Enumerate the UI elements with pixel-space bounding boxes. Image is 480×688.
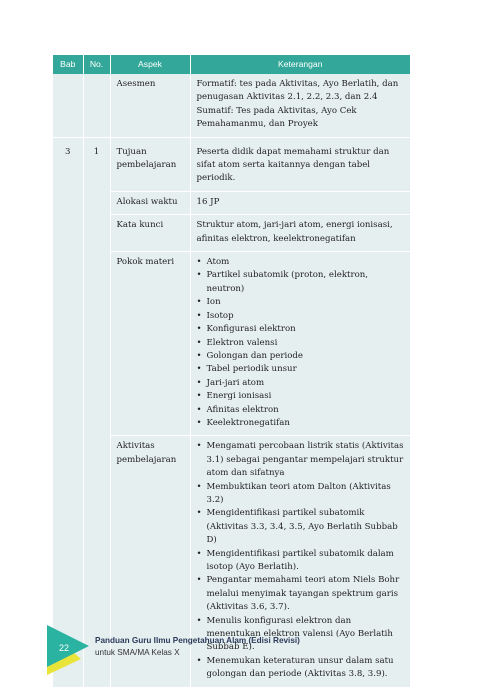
page-number: 22 — [58, 643, 69, 653]
list-item: • Menulis konfigurasi elektron dan menentukan elektron valensi (Ayo Berlatih Subbab E). — [197, 615, 405, 655]
cell-keterangan-asesmen — [190, 74, 410, 137]
list-item: • Tabel periodik unsur — [197, 363, 405, 376]
cell-bab-empty — [53, 74, 83, 137]
list-item: • Menemukan keteraturan unsur dalam satu golongan dan periode (Aktivitas 3.8, 3.9). — [197, 655, 405, 682]
cell-aspek-asesmen: Asesmen — [110, 74, 190, 137]
table-row-asesmen — [53, 74, 410, 137]
cell-no-number: 1 — [83, 137, 110, 687]
cell-aspek-tujuan: Tujuan pembelajaran — [110, 137, 190, 191]
list-item: • Partikel subatomik (proton, elektron, neutron) — [197, 269, 405, 296]
list-item: • Jari-jari atom — [197, 377, 405, 390]
list-item: • Energi ionisasi — [197, 390, 405, 403]
cell-keterangan-aktivitas — [190, 436, 410, 687]
asesmen-line: Formatif: tes pada Aktivitas, Ayo Berlatih, dan — [196, 79, 399, 89]
cell-aspek-alokasi: Alokasi waktu — [110, 191, 190, 214]
list-item: • Elektron valensi — [197, 337, 405, 350]
asesmen-line: penugasan Aktivitas 2.1, 2.2, 2.3, dan 2.4 — [196, 92, 378, 103]
footer-book-subtitle: untuk SMA/MA Kelas X — [95, 648, 180, 657]
list-item: • Golongan dan periode — [197, 350, 405, 363]
cell-keterangan-tujuan: Peserta didik dapat memahami struktur dan sifat atom serta kaitannya dengan tabel periodik. — [190, 137, 410, 191]
cell-aspek-pokok-materi: Pokok materi — [110, 252, 190, 436]
cell-aspek-kata-kunci: Kata kunci — [110, 215, 190, 252]
header-no: No. — [83, 55, 110, 74]
pokok-materi-list — [197, 256, 405, 430]
list-item: • Membuktikan teori atom Dalton (Aktivitas 3.2) — [197, 481, 405, 508]
asesmen-line: Pemahamanmu, dan Proyek — [196, 119, 318, 130]
cell-keterangan-kata-kunci: Struktur atom, jari-jari atom, energi ionisasi, afinitas elektron, keelektronegatifan — [190, 215, 410, 252]
list-item: • Mengidentifikasi partikel subatomik dalam isotop (Ayo Berlatih). — [197, 548, 405, 575]
header-aspek: Aspek — [110, 55, 190, 74]
list-item: • Mengamati percobaan listrik statis (Aktivitas 3.1) sebagai pengantar mempelajari struktur atom dan sifatnya — [197, 440, 405, 480]
cell-aspek-aktivitas: Aktivitas pembelajaran — [110, 436, 190, 687]
table-header-row — [53, 55, 410, 74]
list-item: • Pengantar memahami teori atom Niels Bohr melalui menyimak tayangan spektrum garis (Aktivitas 3.6, 3.7). — [197, 574, 405, 614]
cell-bab-number: 3 — [53, 137, 83, 687]
cell-keterangan-pokok-materi — [190, 252, 410, 436]
rpp-table — [53, 55, 410, 688]
asesmen-line: Sumatif: Tes pada Aktivitas, Ayo Cek — [196, 105, 357, 116]
list-item: • Mengidentifikasi partikel subatomik (Aktivitas 3.3, 3.4, 3.5, Ayo Berlatih Subbab D) — [197, 507, 405, 547]
list-item: • Isotop — [197, 310, 405, 323]
header-bab: Bab — [53, 55, 83, 74]
list-item: • Ion — [197, 296, 405, 309]
header-keterangan: Keterangan — [190, 55, 410, 74]
list-item: • Keelektronegatifan — [197, 417, 405, 430]
table-row-tujuan — [53, 137, 410, 191]
cell-no-empty — [83, 74, 110, 137]
list-item: • Konfigurasi elektron — [197, 323, 405, 336]
list-item: • Afinitas elektron — [197, 404, 405, 417]
aktivitas-list — [197, 440, 405, 681]
cell-keterangan-alokasi: 16 JP — [190, 191, 410, 214]
list-item: • Atom — [197, 256, 405, 269]
footer-book-title: Panduan Guru Ilmu Pengetahuan Alam (Edisi Revisi) — [95, 636, 300, 645]
